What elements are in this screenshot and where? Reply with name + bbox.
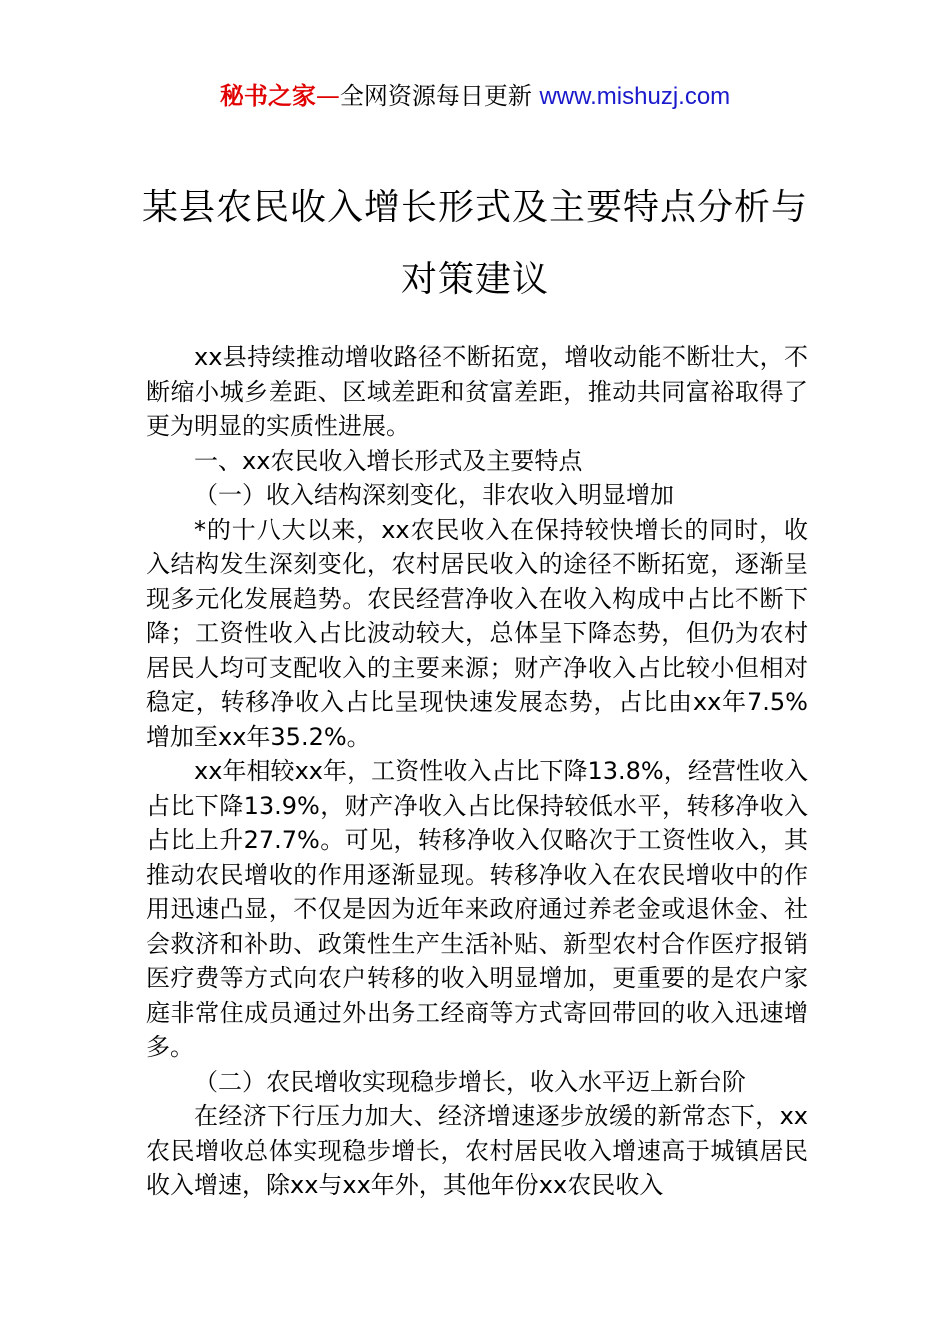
title-line-2: 对策建议: [400, 259, 549, 300]
site-header: [0, 80, 950, 113]
brand-name: 秘书之家: [219, 82, 316, 110]
document-title: [0, 172, 950, 316]
subsection-heading-1: （一）收入结构深刻变化，非农收入明显增加: [194, 481, 674, 509]
subsection-heading-2: （二）农民增收实现稳步增长，收入水平迈上新台阶: [194, 1067, 746, 1096]
body-paragraph: xx年相较xx年，工资性收入占比下降13.8%，经营性收入占比下降13.9%，财产净收入占比保持较低水平，转移净收入占比上升27.7%。可见，转移净收入仅略次于工资性收入，其推动农民增收的作用逐渐显现。转移净收入在农民增收中的作用迅速凸显，不仅是因为近年来政府通过养老金或退休金、社会救济和补助、政策性生产生活补贴、新型农村合作医疗报销医疗费等方式向农户转移的收入明显增加，更重要的是农户家庭非常住成员通过外出务工经商等方式寄回带回的收入迅速增多。: [146, 757, 808, 1061]
header-dash: —: [315, 82, 340, 110]
header-slogan: 全网资源每日更新: [339, 82, 532, 110]
document-body: [146, 340, 808, 1203]
site-url-link[interactable]: www.mishuzj.com: [539, 83, 731, 110]
intro-paragraph: xx县持续推动增收路径不断拓宽，增收动能不断壮大，不断缩小城乡差距、区域差距和贫富差距，推动共同富裕取得了更为明显的实质性进展。: [146, 343, 808, 440]
body-paragraph: 在经济下行压力加大、经济增速逐步放缓的新常态下，xx农民增收总体实现稳步增长，农村居民收入增速高于城镇居民收入增速，除xx与xx年外，其他年份xx农民收入: [146, 1102, 808, 1199]
section-heading-1: 一、xx农民收入增长形式及主要特点: [194, 446, 583, 475]
title-line-1: 某县农民收入增长形式及主要特点分析与: [141, 187, 808, 228]
body-paragraph: *的十八大以来，xx农民收入在保持较快增长的同时，收入结构发生深刻变化，农村居民收入的途径不断拓宽，逐渐呈现多元化发展趋势。农民经营净收入在收入构成中占比不断下降；工资性收入占比波动较大，总体呈下降态势，但仍为农村居民人均可支配收入的主要来源；财产净收入占比较小但相对稳定，转移净收入占比呈现快速发展态势，占比由xx年7.5%增加至xx年35.2%。: [146, 515, 808, 751]
